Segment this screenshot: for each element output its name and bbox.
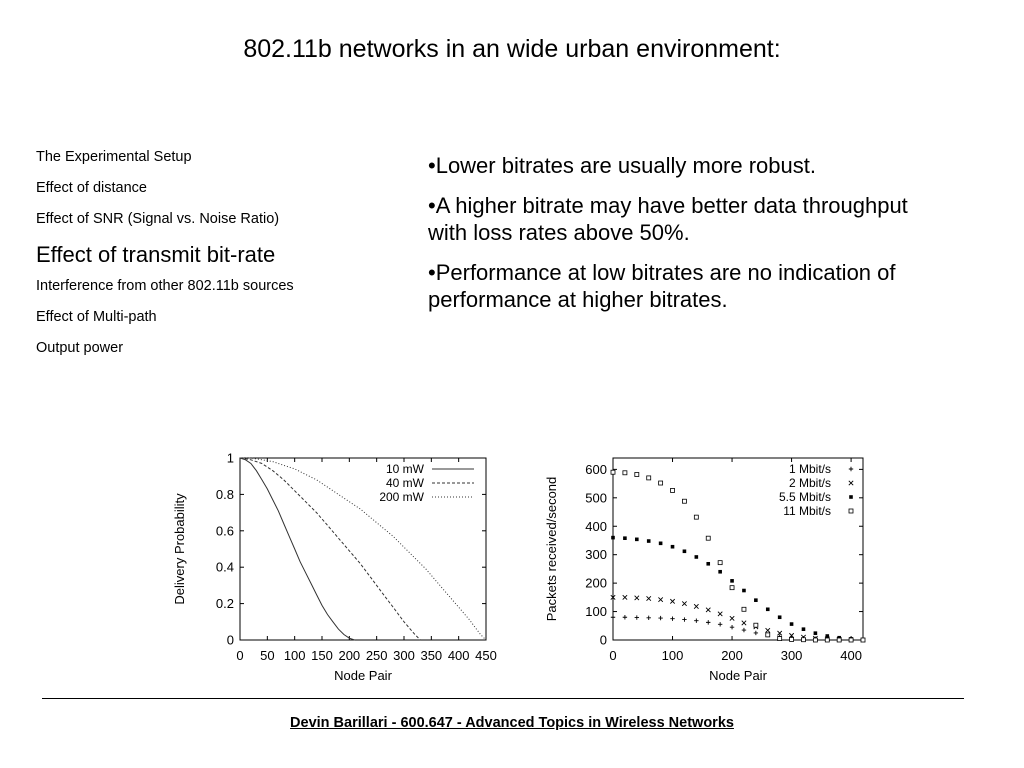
data-point	[658, 597, 662, 601]
data-point	[754, 623, 758, 627]
x-tick-label: 200	[721, 648, 743, 663]
y-tick-label: 0	[226, 632, 234, 648]
y-tick-label: 0.2	[215, 596, 234, 612]
delivery-probability-chart	[160, 440, 520, 692]
data-point	[670, 616, 674, 620]
data-point	[694, 604, 698, 608]
x-axis-label: Node Pair	[709, 668, 767, 683]
data-point	[635, 596, 639, 600]
bullet-item: •A higher bitrate may have better data throughput with loss rates above 50%.	[428, 193, 908, 245]
data-point	[742, 628, 746, 632]
y-axis-label: Packets received/second	[544, 476, 559, 622]
data-point	[825, 634, 829, 638]
x-tick-label: 50	[260, 648, 275, 663]
legend-label: 11 Mbit/s	[783, 504, 831, 518]
data-point	[647, 476, 651, 480]
x-tick-label: 400	[840, 648, 862, 663]
x-tick-label: 100	[661, 648, 684, 663]
x-tick-label: 250	[365, 648, 388, 663]
data-point	[695, 555, 699, 559]
data-point	[754, 598, 758, 602]
x-tick-label: 300	[393, 648, 415, 663]
y-tick-label: 100	[585, 604, 607, 620]
y-tick-label: 400	[585, 518, 607, 534]
outline-item-multipath: Effect of Multi-path	[36, 309, 157, 325]
legend-marker	[849, 509, 853, 513]
y-tick-label: 0.6	[215, 523, 234, 539]
legend-marker	[849, 467, 853, 471]
data-point	[730, 616, 734, 620]
y-tick-label: 0.4	[215, 559, 234, 575]
legend-label: 2 Mbit/s	[788, 476, 831, 490]
x-tick-label: 0	[236, 648, 244, 663]
data-point	[694, 515, 698, 519]
y-tick-label: 600	[585, 461, 607, 477]
bullet-item: •Lower bitrates are usually more robust.	[428, 153, 816, 178]
slide-title: 802.11b networks in an wide urban environment:	[243, 35, 781, 63]
legend-label: 40 mW	[385, 476, 424, 490]
legend-label: 200 mW	[379, 490, 424, 504]
legend-marker	[849, 495, 853, 499]
outline-item-bitrate: Effect of transmit bit-rate	[36, 242, 276, 267]
data-point	[682, 499, 686, 503]
footer-divider	[42, 698, 964, 699]
data-point	[837, 638, 841, 642]
data-point	[647, 596, 651, 600]
data-point	[706, 620, 710, 624]
legend-label: 5.5 Mbit/s	[778, 490, 831, 504]
data-point	[635, 615, 639, 619]
data-point	[742, 621, 746, 625]
data-point	[801, 638, 805, 642]
y-tick-label: 0	[599, 632, 607, 648]
data-point	[718, 570, 722, 574]
data-point	[825, 638, 829, 642]
data-point	[813, 638, 817, 642]
data-point	[861, 638, 865, 642]
data-point	[683, 549, 687, 553]
outline-item-interference: Interference from other 802.11b sources	[36, 278, 294, 294]
outline-list	[36, 148, 376, 370]
x-tick-label: 0	[609, 648, 617, 663]
outline-item-output-power: Output power	[36, 340, 124, 356]
data-point	[790, 637, 794, 641]
data-point	[766, 633, 770, 637]
data-point	[742, 589, 746, 593]
data-point	[658, 616, 662, 620]
data-point	[802, 627, 806, 631]
bullet-item: •Performance at low bitrates are no indication of performance at higher bitrates.	[428, 260, 896, 312]
y-tick-label: 500	[585, 490, 607, 506]
data-point	[670, 599, 674, 603]
y-axis-label: Delivery Probability	[172, 493, 187, 605]
y-tick-label: 200	[585, 575, 607, 591]
data-point	[671, 545, 675, 549]
data-point	[623, 595, 627, 599]
data-point	[730, 579, 734, 583]
data-point	[790, 622, 794, 626]
bullet-list	[428, 152, 948, 326]
footer-text: Devin Barillari - 600.647 - Advanced Topics in Wireless Networks	[290, 715, 734, 731]
data-point	[766, 628, 770, 632]
data-point	[706, 608, 710, 612]
data-point	[623, 471, 627, 475]
data-point	[635, 472, 639, 476]
data-point	[706, 562, 710, 566]
plot-frame	[240, 458, 486, 640]
legend-marker	[849, 481, 853, 485]
data-point	[659, 481, 663, 485]
data-point	[718, 622, 722, 626]
x-tick-label: 350	[420, 648, 443, 663]
x-tick-label: 150	[311, 648, 333, 663]
series-line	[240, 458, 486, 640]
outline-item-experimental-setup: The Experimental Setup	[36, 149, 192, 165]
data-point	[814, 631, 818, 635]
x-tick-label: 450	[475, 648, 497, 663]
x-tick-label: 400	[447, 648, 470, 663]
data-point	[682, 617, 686, 621]
y-tick-label: 0.8	[215, 486, 234, 502]
x-tick-label: 300	[780, 648, 803, 663]
data-point	[623, 615, 627, 619]
data-point	[730, 586, 734, 590]
data-point	[706, 536, 710, 540]
legend-label: 1 Mbit/s	[788, 462, 831, 476]
data-point	[635, 538, 639, 542]
data-point	[754, 631, 758, 635]
data-point	[778, 615, 782, 619]
data-point	[647, 539, 651, 543]
y-tick-label: 1	[226, 450, 234, 466]
data-point	[730, 625, 734, 629]
x-tick-label: 200	[338, 648, 361, 663]
data-point	[611, 470, 615, 474]
data-point	[849, 638, 853, 642]
x-tick-label: 100	[283, 648, 306, 663]
data-point	[647, 616, 651, 620]
data-point	[611, 615, 615, 619]
data-point	[778, 637, 782, 641]
data-point	[766, 607, 770, 611]
data-point	[659, 542, 663, 546]
data-point	[718, 561, 722, 565]
outline-item-snr: Effect of SNR (Signal vs. Noise Ratio)	[36, 211, 280, 227]
legend-label: 10 mW	[385, 462, 424, 476]
data-point	[611, 536, 615, 540]
data-point	[718, 612, 722, 616]
data-point	[623, 536, 627, 540]
data-point	[742, 607, 746, 611]
data-point	[694, 618, 698, 622]
y-tick-label: 300	[585, 547, 607, 563]
outline-item-distance: Effect of distance	[36, 180, 147, 196]
packets-received-chart	[536, 452, 876, 692]
x-axis-label: Node Pair	[334, 668, 392, 683]
data-point	[671, 488, 675, 492]
data-point	[682, 601, 686, 605]
series-line	[240, 458, 355, 640]
